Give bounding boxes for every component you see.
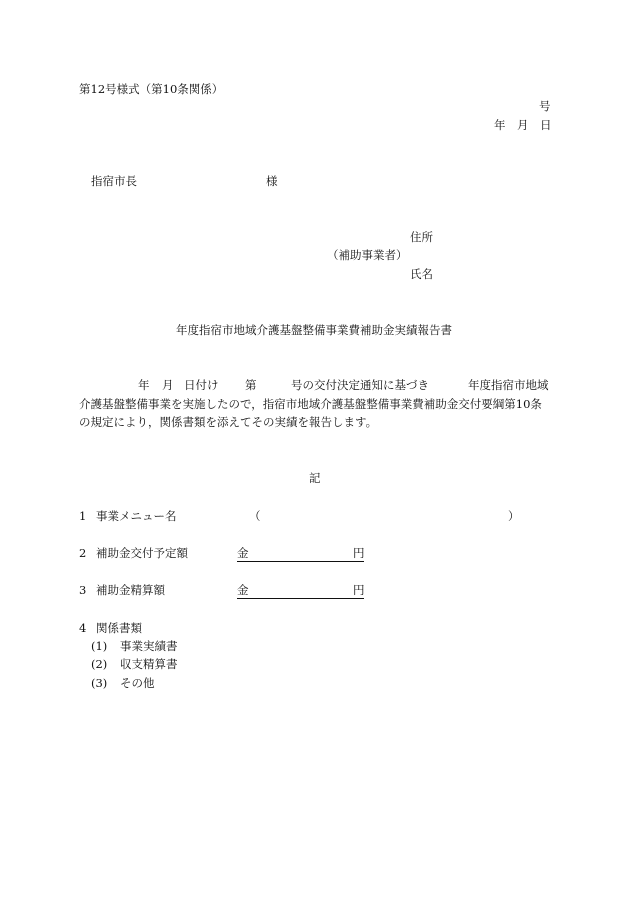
body-line2: 介護基盤整備事業を実施したので，指宿市地域介護基盤整備事業費補助金交付要綱第10条 xyxy=(79,397,542,411)
item3-number: 3 xyxy=(79,583,87,597)
document-number-suffix: 号 xyxy=(539,99,551,113)
item2-kin: 金 xyxy=(237,546,249,560)
body-notice: 号の交付決定通知に基づき xyxy=(291,378,429,392)
item3-yen: 円 xyxy=(353,583,365,597)
applicant-address-label: 住所 xyxy=(410,230,433,244)
item3-kin: 金 xyxy=(237,583,249,597)
item2-number: 2 xyxy=(79,546,87,560)
subitem-number: (2) xyxy=(91,657,108,671)
item2-amount-underline xyxy=(237,561,364,562)
body-line3: の規定により，関係書類を添えてその実績を報告します。 xyxy=(79,415,378,429)
subitem-number: (3) xyxy=(91,676,108,690)
item1-close-paren: ） xyxy=(508,509,520,523)
subitem-number: (1) xyxy=(91,639,108,653)
subitem-label: 収支精算書 xyxy=(120,657,178,671)
date-month-label: 月 xyxy=(517,118,529,132)
body-dai: 第 xyxy=(245,378,257,392)
item1-number: 1 xyxy=(79,509,87,523)
document-title: 年度指宿市地域介護基盤整備事業費補助金実績報告書 xyxy=(176,323,452,337)
subitem-label: その他 xyxy=(120,676,155,690)
body-day: 日付け xyxy=(184,378,219,392)
date-year-label: 年 xyxy=(494,118,506,132)
item2-yen: 円 xyxy=(353,546,365,560)
item1-open-paren: （ xyxy=(249,509,261,523)
subitem-label: 事業実績書 xyxy=(120,639,178,653)
body-line1-end: 年度指宿市地域 xyxy=(468,378,549,392)
date-day-label: 日 xyxy=(540,118,552,132)
applicant-name-label: 氏名 xyxy=(410,267,433,281)
addressee-name: 指宿市長 xyxy=(91,174,137,188)
item1-label: 事業メニュー名 xyxy=(96,509,177,523)
body-month: 月 xyxy=(162,378,174,392)
item4-label: 関係書類 xyxy=(96,621,142,635)
ki-heading: 記 xyxy=(309,471,321,485)
item3-label: 補助金精算額 xyxy=(96,583,165,597)
item2-label: 補助金交付予定額 xyxy=(96,546,188,560)
item4-number: 4 xyxy=(79,621,87,635)
form-number: 第12号様式（第10条関係） xyxy=(79,82,224,96)
body-year: 年 xyxy=(138,378,150,392)
addressee-honorific: 様 xyxy=(266,174,278,188)
applicant-role-label: （補助事業者） xyxy=(327,248,408,262)
item3-amount-underline xyxy=(237,598,364,599)
